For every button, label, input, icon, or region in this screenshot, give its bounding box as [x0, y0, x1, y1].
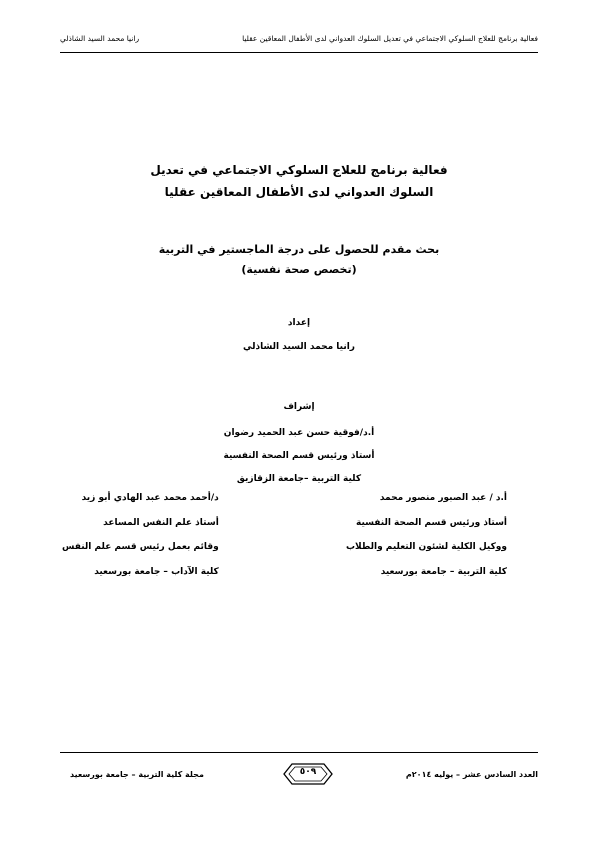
- running-title: فعالية برنامج للعلاج السلوكي الاجتماعي في تعديل السلوك العدواني لدى الأطفال المعاقين عقليا: [242, 34, 538, 43]
- specialization: (تخصص صحة نفسية): [241, 263, 357, 276]
- degree-statement: بحث مقدم للحصول على درجة الماجستير في التربية: [158, 243, 440, 256]
- thesis-title-line1: فعالية برنامج للعلاج السلوكي الاجتماعي في تعديل: [150, 163, 448, 177]
- page-footer: [60, 766, 538, 786]
- left-supervisor-block: [62, 493, 219, 592]
- main-supervisor-title: أستاذ ورئيس قسم الصحة النفسية: [223, 451, 375, 461]
- page-number: ٥٠٩: [299, 767, 317, 777]
- footer-divider: [60, 752, 538, 753]
- supervision-label: إشراف: [283, 402, 315, 412]
- left-supervisor-affiliation: كلية الآداب – جامعة بورسعيد: [94, 567, 219, 578]
- author-name: رانيا محمد السيد الشاذلي: [243, 342, 355, 352]
- main-supervisor-affiliation: كلية التربية –جامعة الزقازيق: [236, 474, 362, 484]
- thesis-title-line2: السلوك العدواني لدى الأطفال المعاقين عقليا: [164, 185, 434, 199]
- right-supervisor-role: ووكيل الكلية لشئون التعليم والطلاب: [345, 542, 507, 553]
- right-supervisor-name: أ.د / عبد الصبور منصور محمد: [379, 493, 507, 503]
- prepared-by-label: إعداد: [287, 318, 311, 328]
- left-supervisor-role: وقائم بعمل رئيس قسم علم النفس: [62, 542, 219, 553]
- issue-info: العدد السادس عشر – يوليه ٢٠١٤م: [405, 770, 538, 779]
- running-author: رانيا محمد السيد الشاذلي: [60, 34, 140, 43]
- left-supervisor-name: د/أحمد محمد عبد الهادي أبو زيد: [81, 493, 219, 503]
- header-divider: [60, 52, 538, 53]
- right-supervisor-title: أستاذ ورئيس قسم الصحة النفسية: [356, 517, 507, 528]
- main-supervisor-name: أ.د/فوقية حسن عبد الحميد رضوان: [223, 428, 375, 438]
- running-header: [60, 34, 538, 50]
- page-number-badge: [282, 762, 334, 786]
- journal-name: مجلة كلية التربية – جامعة بورسعيد: [70, 770, 204, 779]
- right-supervisor-affiliation: كلية التربية – جامعة بورسعيد: [380, 567, 507, 578]
- right-supervisor-block: [346, 493, 507, 592]
- left-supervisor-title: أستاذ علم النفس المساعد: [103, 517, 219, 528]
